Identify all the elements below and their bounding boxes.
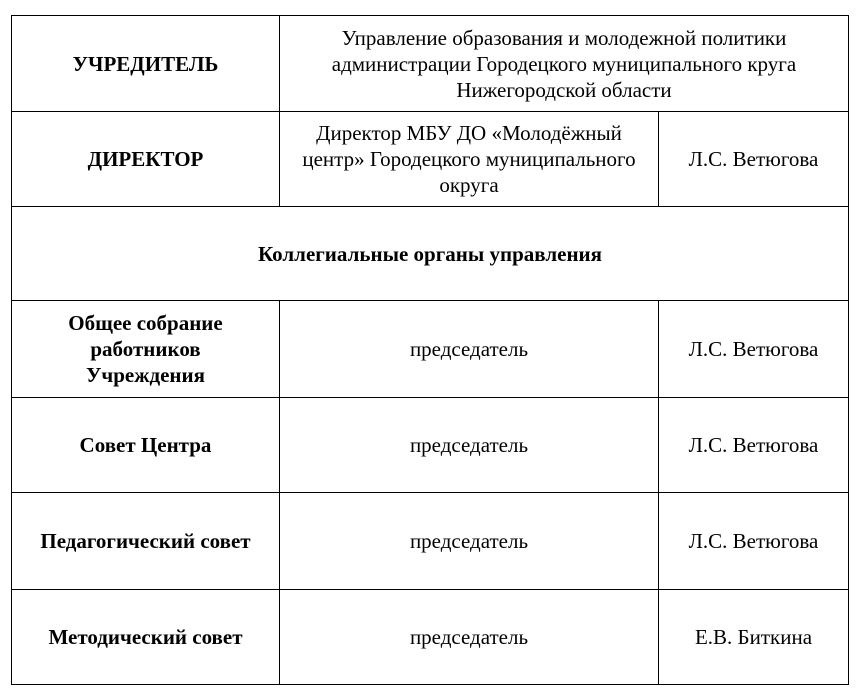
director-position: Директор МБУ ДО «Молодёжный центр» Городецкого муниципального округа <box>280 112 659 207</box>
table-row <box>12 590 849 685</box>
governance-table <box>11 15 849 685</box>
body-role: председатель <box>280 301 659 398</box>
body-person: Е.В. Биткина <box>659 590 849 685</box>
section-title-row <box>12 207 849 301</box>
founder-label: УЧРЕДИТЕЛЬ <box>12 16 280 112</box>
body-person: Л.С. Ветюгова <box>659 301 849 398</box>
director-row <box>12 112 849 207</box>
body-person: Л.С. Ветюгова <box>659 398 849 493</box>
director-name: Л.С. Ветюгова <box>659 112 849 207</box>
table-row <box>12 398 849 493</box>
director-label: ДИРЕКТОР <box>12 112 280 207</box>
body-role: председатель <box>280 590 659 685</box>
founder-value: Управление образования и молодежной политики администрации Городецкого муниципального круга Нижегородской области <box>280 16 849 112</box>
body-name: Общее собрание работников Учреждения <box>12 301 280 398</box>
body-person: Л.С. Ветюгова <box>659 493 849 590</box>
body-role: председатель <box>280 398 659 493</box>
body-name: Совет Центра <box>12 398 280 493</box>
body-role: председатель <box>280 493 659 590</box>
table-row <box>12 493 849 590</box>
body-name: Методический совет <box>12 590 280 685</box>
section-title: Коллегиальные органы управления <box>12 207 849 301</box>
founder-row <box>12 16 849 112</box>
table-row <box>12 301 849 398</box>
body-name: Педагогический совет <box>12 493 280 590</box>
